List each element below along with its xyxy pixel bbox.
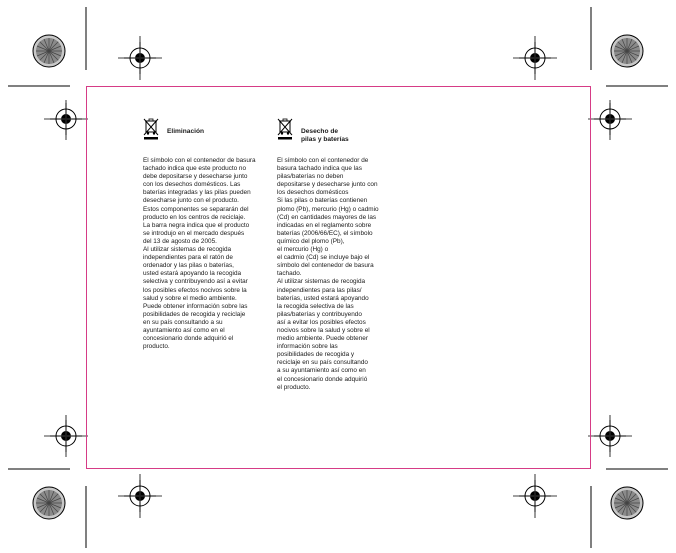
battery-disposal-section [277, 118, 397, 392]
section-body-text: El símbolo con el contenedor de basura tachado indica que este producto no debe depositarse y desecharse junto con los desechos domésticos. Las baterías integradas y las pilas pueden desecharse junto con el producto. Estos componentes se separarán del producto en los centros de reciclaje. La barra negra indica que el producto se introdujo en el mercado después del 13 de agosto de 2005. Al utilizar sistemas de recogida independientes para el ratón de ordenador y las pilas o baterías, usted estará apoyando la recogida selectiva y contribuyendo así a evitar los posibles efectos nocivos sobre la salud y sobre el medio ambiente. Puede obtener información sobre las posibilidades de recogida y reciclaje en su país consultando a su ayuntamiento así como en el concesionario donde adquirió el producto. [143, 157, 256, 351]
crossed-out-wheeled-bin-icon [143, 118, 159, 140]
section-heading-row [143, 118, 271, 152]
section-heading: Desecho de pilas y baterías [301, 128, 349, 143]
disposal-section [143, 118, 271, 351]
crossed-out-wheeled-bin-icon [277, 118, 293, 140]
section-heading: Eliminación [167, 128, 205, 135]
section-heading-row [277, 118, 397, 152]
section-body-text: El símbolo con el contenedor de basura tachado indica que las pilas/baterías no deben depositarse y desecharse junto con los desechos domésticos Si las pilas o baterías contienen plomo (Pb), mercurio (Hg) o cadmio (Cd) en cantidades mayores de las indicadas en el reglamento sobre baterías (2006/66/EC), el símbolo químico del plomo (Pb), el mercurio (Hg) o el cadmio (Cd) se incluye bajo el símbolo del contenedor de basura tachado. Al utilizar sistemas de recogida independientes para las pilas/ baterías, usted estará apoyando la recogida selectiva de las pilas/baterías y contribuyendo así a evitar los posibles efectos nocivos sobre la salud y sobre el medio ambiente. Puede obtener información sobre las posibilidades de recogida y reciclaje en su país consultando a su ayuntamiento así como en el concesionario donde adquirió el producto. [277, 157, 379, 391]
